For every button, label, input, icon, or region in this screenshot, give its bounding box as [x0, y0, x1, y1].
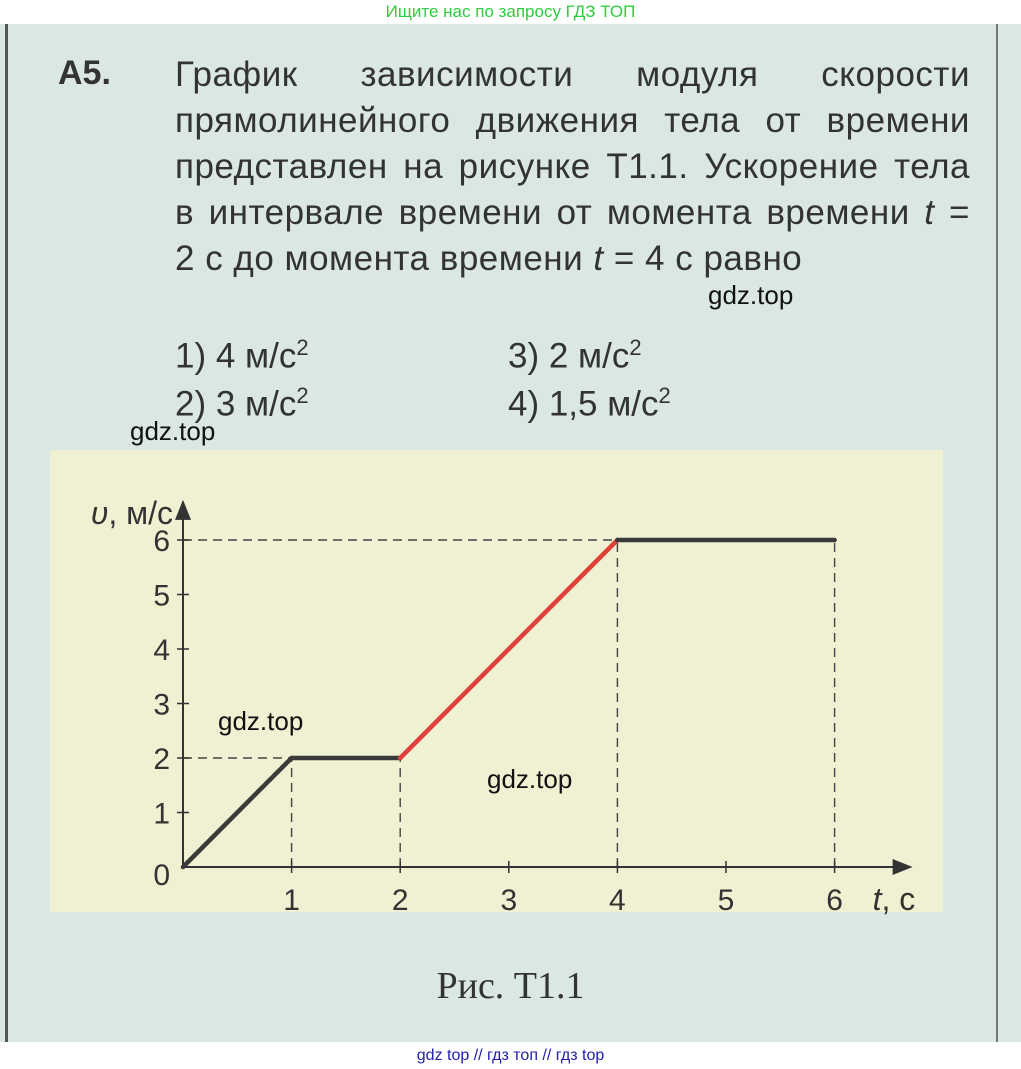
x-axis-unit: , с	[881, 881, 916, 917]
x-tick-label: 1	[283, 884, 300, 917]
watermark: gdz.top	[487, 764, 573, 794]
bottom-banner[interactable]: gdz top // гдз топ // гдз top	[416, 1047, 605, 1064]
y-axis-symbol: υ	[90, 494, 109, 531]
x-tick-label: 3	[500, 884, 518, 917]
task-text-part3: = 4 с равно	[603, 239, 803, 278]
x-axis-symbol: t	[872, 881, 882, 917]
y-tick-label: 4	[153, 634, 170, 667]
axes	[183, 502, 911, 867]
velocity-series	[183, 540, 835, 867]
velocity-time-chart	[0, 24, 1021, 1042]
velocity-segment-2	[400, 540, 617, 758]
y-tick-label: 2	[153, 743, 170, 776]
task-text-part1: График зависимости модуля скорости прямолинейного движения тела от времени представлен на рисунке Т1.1. Ускорение тела в интервале времени от момента времени	[175, 55, 970, 232]
task-number: А5.	[58, 54, 111, 92]
top-banner[interactable]: Ищите нас по запросу ГДЗ ТОП	[385, 2, 636, 21]
time-symbol: t	[924, 193, 935, 232]
y-tick-label: 1	[153, 797, 170, 831]
answer-option-3: 3) 2 $м/с^2$	[508, 335, 642, 376]
task-text-part2: = 2 с до момента времени	[175, 193, 970, 278]
answer-option-2: 2) 3 $м/с^2$	[175, 383, 309, 424]
dashed-guides	[183, 540, 835, 867]
answer-option-4: 4) 1,5 $м/с^2$	[508, 383, 671, 424]
y-tick-label: 6	[153, 525, 170, 558]
origin-label: 0	[153, 859, 170, 892]
answer-option-1: 1) 4 $м/с^2$	[175, 335, 309, 376]
figure-caption: Рис. Т1.1	[436, 965, 585, 1007]
y-axis-unit: , м/с	[108, 494, 173, 531]
x-tick-label: 2	[391, 884, 409, 917]
axis-labels	[91, 495, 916, 917]
x-tick-label: 4	[609, 884, 626, 917]
watermark: gdz.top	[708, 280, 794, 310]
x-tick-label: 5	[717, 884, 735, 917]
x-axis-label	[873, 881, 916, 917]
y-axis-label	[91, 495, 173, 531]
textbook-page	[0, 24, 1021, 1042]
watermark: gdz.top	[130, 416, 216, 446]
velocity-segment-0	[183, 758, 292, 867]
x-tick-label: 6	[826, 884, 843, 917]
y-tick-label: 5	[153, 579, 170, 613]
time-symbol: t	[593, 239, 604, 278]
y-tick-label: 3	[153, 688, 170, 722]
watermark: gdz.top	[218, 706, 304, 736]
